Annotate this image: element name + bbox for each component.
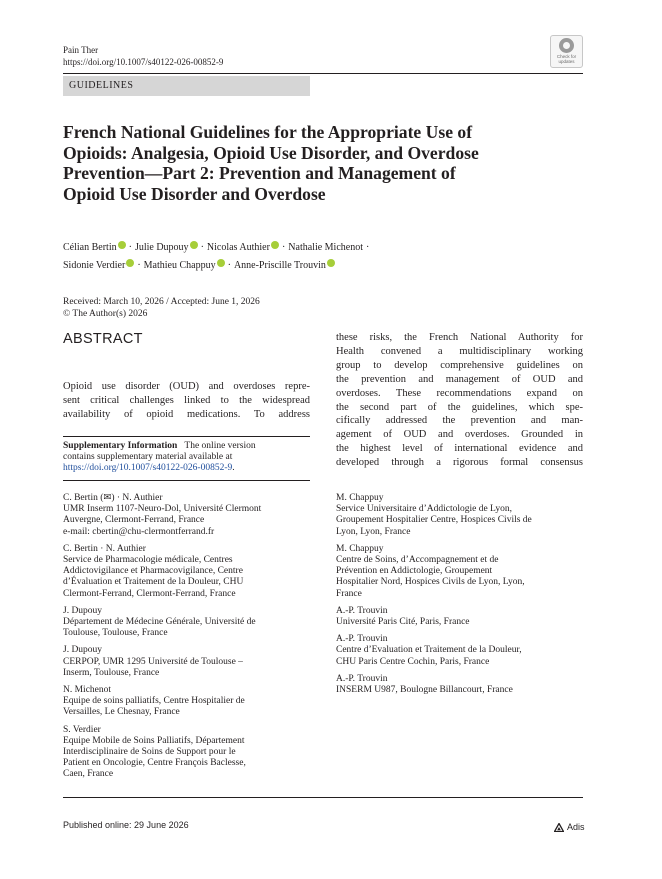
affiliation-line: Toulouse, Toulouse, France [63,628,168,639]
footer-rule [63,797,583,798]
author-separator: · [366,242,370,253]
author-name[interactable]: Anne-Priscille Trouvin [233,260,326,271]
abstract-line: these risks, the French National Authority for [336,332,583,343]
affiliation-line: Caen, France [63,769,114,780]
affiliation-authors: C. Bertin (✉) · N. Authier [63,493,163,503]
author-name[interactable]: Célian Bertin [63,242,117,253]
received-accepted: Received: March 10, 2026 / Accepted: June 1, 2026 [63,297,260,307]
author-list [63,239,503,275]
supplementary-tail: . [232,463,235,474]
adis-triangle-icon [554,823,564,832]
supplementary-rule-top [63,436,310,437]
supplementary-rule-bottom [63,480,310,481]
journal-doi[interactable]: https://doi.org/10.1007/s40122-026-00852-9 [63,57,224,67]
supplementary-text-1: The online version [184,441,256,451]
check-updates-label-2: updates [558,59,575,64]
affiliation-line: Equipe Mobile de Soins Palliatifs, Département [63,735,245,746]
author-line [63,239,503,257]
affiliation-line: Patient en Oncologie, Centre François Baclesse, [63,758,246,769]
affiliation-line: UMR Inserm 1107-Neuro-Dol, Université Clermont [63,504,262,515]
affiliation-block [63,544,313,600]
abstract-line: overdoses. These recommendations expand on [336,387,583,399]
affiliation-authors: S. Verdier [63,724,101,735]
supplementary-link[interactable]: https://doi.org/10.1007/s40122-026-00852-9 [63,463,233,474]
abstract-line: sent critical challenges linked to the widespread [63,394,310,406]
affiliations-right [336,493,586,702]
abstract-line: availability of opioid medications. To address [63,408,310,420]
affiliation-line: Groupement Hospitalier Centre, Hospices Civils de [336,515,532,526]
abstract-line: cifically addressed the prevention and man- [336,415,583,427]
supplementary-label: Supplementary Information [63,441,178,451]
affiliation-line: e-mail: cbertin@chu-clermontferrand.fr [63,526,215,537]
abstract-line: developed through a rigorous formal consensus [336,457,583,469]
affiliation-authors: J. Dupouy [63,645,103,656]
orcid-icon[interactable] [190,241,198,249]
affiliation-line: Centre de Soins, d’Accompagnement et de [336,555,499,566]
affiliation-line: Inserm, Toulouse, France [63,667,160,678]
affiliation-authors: J. Dupouy [63,605,103,616]
affiliation-line: Auvergne, Clermont-Ferrand, France [63,515,205,526]
affiliation-line: CHU Paris Centre Cochin, Paris, France [336,656,490,667]
affiliation-block [63,493,313,538]
author-separator: · [281,242,286,253]
journal-name: Pain Ther [63,45,99,55]
abstract-line: group to develop comprehensive guidelines on [336,359,583,371]
journal-header [63,44,223,68]
affiliation-line: Hospitalier Nord, Hospices Civils de Lyon, Lyon, [336,577,525,588]
abstract-line: agement of OUD and overdoses. Grounded in [336,429,583,441]
affiliations-left [63,493,313,787]
affiliation-block [63,606,313,640]
author-name[interactable]: Sidonie Verdier [63,260,126,271]
affiliation-line: Versailles, Le Chesnay, France [63,707,180,718]
orcid-icon[interactable] [271,241,279,249]
article-title: French National Guidelines for the Appropriate Use of Opioids: Analgesia, Opioid Use Disorder, and Overdose Prevention—Part 2: Prevention and Management of Opioid Use Disorder and Overdose [63,122,479,204]
article-dates [63,297,260,320]
affiliation-line: Clermont-Ferrand, Clermont-Ferrand, France [63,588,236,599]
affiliation-authors: A.-P. Trouvin [336,634,388,645]
affiliation-authors: C. Bertin · N. Authier [63,543,146,554]
author-line [63,257,503,275]
affiliation-line: Interdisciplinaire de Soins de Support pour le [63,747,236,758]
affiliation-line: Equipe de soins palliatifs, Centre Hospitalier de [63,696,245,707]
author-separator: · [128,242,132,253]
abstract-text-right [336,331,583,470]
affiliation-line: Service Universitaire d’Addictologie de Lyon, [336,504,512,515]
author-name[interactable]: Nathalie Michenot [288,242,363,253]
author-separator: · [200,242,204,253]
affiliation-line: France [336,588,362,599]
abstract-line: Opioid use disorder (OUD) and overdoses repre- [63,381,310,392]
abstract-heading: ABSTRACT [63,331,143,347]
author-separator: · [137,260,141,271]
header-rule [63,73,583,74]
affiliation-line: INSERM U987, Boulogne Billancourt, France [336,685,513,696]
abstract-text-left [63,380,310,422]
affiliation-block [336,674,586,696]
affiliation-authors: M. Chappuy [336,543,384,554]
orcid-icon[interactable] [217,259,225,267]
affiliation-line: Prévention en Addictologie, Groupement [336,566,493,577]
abstract-line: the second part of the guidelines, which spe- [336,401,583,413]
copyright: © The Author(s) 2026 [63,308,148,319]
abstract-line: Health convened a multidisciplinary working [336,345,583,357]
affiliation-block [63,725,313,781]
affiliation-block [336,634,586,668]
supplementary-text-2: contains supplementary material available at [63,452,233,463]
affiliation-line: CERPOP, UMR 1295 Université de Toulouse – [63,656,243,667]
abstract-line: the highest level of international evidence and [336,443,583,455]
affiliation-block [63,645,313,679]
affiliation-authors: A.-P. Trouvin [336,605,388,616]
affiliation-line: Université Paris Cité, Paris, France [336,617,470,628]
affiliation-line: Centre d’Evaluation et Traitement de la Douleur, [336,645,522,656]
affiliation-line: d’Évaluation et Traitement de la Douleur, CHU [63,577,244,588]
author-name[interactable]: Julie Dupouy [134,242,189,253]
check-for-updates-badge[interactable] [550,35,583,68]
affiliation-block [336,544,586,600]
publisher-logo[interactable] [554,822,585,832]
publisher-name: Adis [567,822,585,832]
published-online: Published online: 29 June 2026 [63,820,189,830]
affiliation-line: Lyon, Lyon, France [336,526,411,537]
abstract-line: the prevention and management of OUD and [336,373,583,385]
author-name[interactable]: Mathieu Chappuy [143,260,216,271]
orcid-icon[interactable] [327,259,335,267]
article-category: GUIDELINES [63,76,310,96]
affiliation-authors: N. Michenot [63,685,112,696]
affiliation-line: Département de Médecine Générale, Université de [63,617,256,628]
orcid-icon[interactable] [118,241,126,249]
affiliation-line: Addictovigilance et Pharmacovigilance, Centre [63,566,243,577]
author-separator: · [227,260,231,271]
check-updates-label-1: Check for [556,54,577,59]
check-updates-icon [559,38,574,53]
affiliation-block [336,493,586,538]
supplementary-information [63,441,310,475]
affiliation-authors: A.-P. Trouvin [336,673,388,684]
affiliation-block [336,606,586,628]
affiliation-block [63,685,313,719]
affiliation-authors: M. Chappuy [336,493,384,503]
affiliation-line: Service de Pharmacologie médicale, Centres [63,555,233,566]
author-name[interactable]: Nicolas Authier [206,242,270,253]
